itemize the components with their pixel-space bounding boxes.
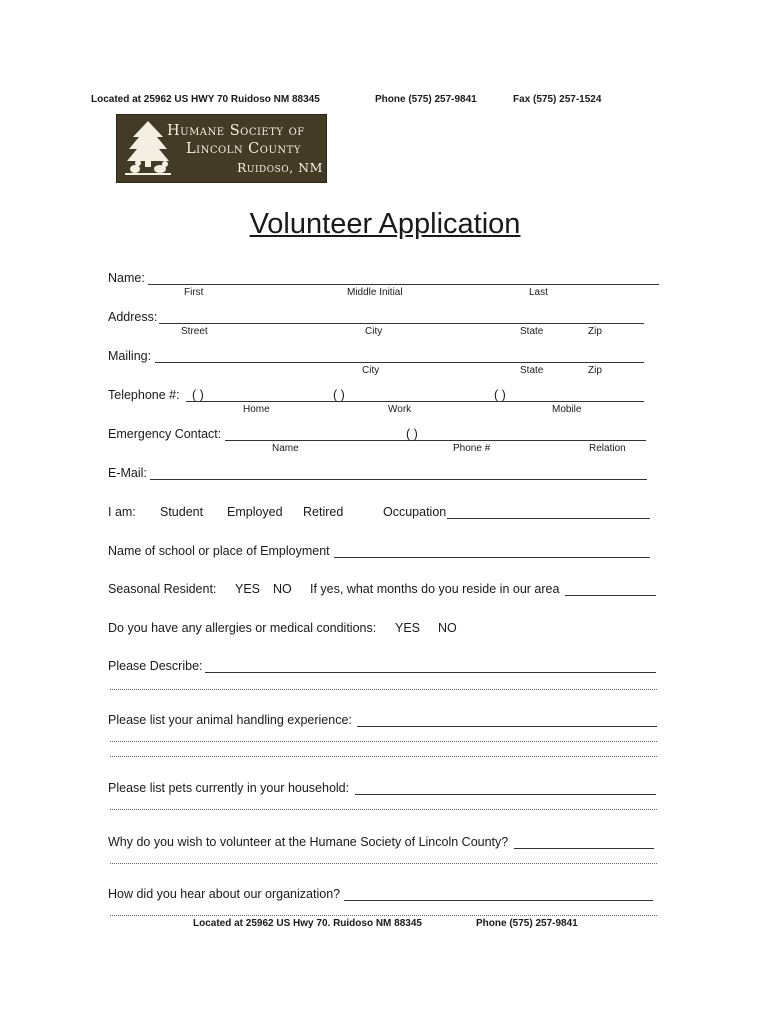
experience-field-line-2[interactable] bbox=[110, 741, 657, 742]
how-heard-field-line-2[interactable] bbox=[110, 915, 657, 916]
why-volunteer-label: Why do you wish to volunteer at the Humane Society of Lincoln County? bbox=[108, 835, 509, 849]
how-heard-field[interactable] bbox=[344, 900, 653, 901]
telephone-field[interactable] bbox=[186, 401, 644, 402]
address-zip-caption: Zip bbox=[588, 326, 602, 337]
why-volunteer-field[interactable] bbox=[514, 848, 654, 849]
emergency-area-code[interactable]: ( ) bbox=[406, 427, 418, 441]
how-heard-label: How did you hear about our organization? bbox=[108, 887, 341, 901]
humane-society-logo bbox=[116, 114, 327, 183]
address-field[interactable] bbox=[159, 323, 644, 324]
email-label: E-Mail: bbox=[108, 466, 147, 480]
allergies-label: Do you have any allergies or medical conditions: bbox=[108, 621, 377, 635]
work-area-code[interactable]: ( ) bbox=[333, 388, 345, 402]
name-middle-caption: Middle Initial bbox=[347, 287, 403, 298]
telephone-label: Telephone #: bbox=[108, 388, 180, 402]
header-phone: Phone (575) 257-9841 bbox=[375, 94, 477, 105]
mailing-label: Mailing: bbox=[108, 349, 152, 363]
allergies-yes-option[interactable]: YES bbox=[395, 621, 421, 635]
iam-employed-option[interactable]: Employed bbox=[227, 505, 283, 519]
mailing-zip-caption: Zip bbox=[588, 365, 602, 376]
school-employment-field[interactable] bbox=[334, 557, 650, 558]
telephone-work-caption: Work bbox=[388, 404, 412, 415]
mobile-area-code[interactable]: ( ) bbox=[494, 388, 506, 402]
occupation-label: Occupation bbox=[383, 505, 447, 519]
emergency-contact-label: Emergency Contact: bbox=[108, 427, 222, 441]
header-address: Located at 25962 US HWY 70 Ruidoso NM 88345 bbox=[91, 94, 320, 105]
why-volunteer-field-line-2[interactable] bbox=[110, 863, 657, 864]
telephone-mobile-caption: Mobile bbox=[552, 404, 582, 415]
describe-field[interactable] bbox=[205, 672, 656, 673]
email-field[interactable] bbox=[150, 479, 647, 480]
home-area-code[interactable]: ( ) bbox=[192, 388, 204, 402]
experience-field-line-3[interactable] bbox=[110, 756, 657, 757]
name-first-caption: First bbox=[184, 287, 204, 298]
allergies-no-option[interactable]: NO bbox=[438, 621, 457, 635]
tree-animals-icon bbox=[123, 119, 173, 177]
occupation-field[interactable] bbox=[447, 518, 650, 519]
pets-field-line-2[interactable] bbox=[110, 809, 657, 810]
telephone-home-caption: Home bbox=[243, 404, 270, 415]
iam-label: I am: bbox=[108, 505, 136, 519]
mailing-state-caption: State bbox=[520, 365, 544, 376]
seasonal-resident-label: Seasonal Resident: bbox=[108, 582, 217, 596]
seasonal-months-field[interactable] bbox=[565, 595, 656, 596]
seasonal-yes-option[interactable]: YES bbox=[235, 582, 261, 596]
describe-label: Please Describe: bbox=[108, 659, 203, 673]
emergency-relation-caption: Relation bbox=[589, 443, 626, 454]
header-fax: Fax (575) 257-1524 bbox=[513, 94, 602, 105]
experience-label: Please list your animal handling experience: bbox=[108, 713, 352, 727]
address-city-caption: City bbox=[365, 326, 383, 337]
iam-retired-option[interactable]: Retired bbox=[303, 505, 344, 519]
seasonal-months-question: If yes, what months do you reside in our area bbox=[310, 582, 560, 596]
emergency-phone-caption: Phone # bbox=[453, 443, 491, 454]
pets-label: Please list pets currently in your household: bbox=[108, 781, 350, 795]
footer-address: Located at 25962 US Hwy 70. Ruidoso NM 88345 bbox=[193, 918, 422, 929]
pets-field[interactable] bbox=[355, 794, 656, 795]
name-label: Name: bbox=[108, 271, 145, 285]
emergency-contact-field[interactable] bbox=[225, 440, 646, 441]
address-street-caption: Street bbox=[181, 326, 208, 337]
name-last-caption: Last bbox=[529, 287, 548, 298]
logo-line-3: Ruidoso, NM bbox=[237, 160, 323, 175]
address-state-caption: State bbox=[520, 326, 544, 337]
seasonal-no-option[interactable]: NO bbox=[273, 582, 292, 596]
school-employment-label: Name of school or place of Employment bbox=[108, 544, 330, 558]
address-label: Address: bbox=[108, 310, 158, 324]
iam-student-option[interactable]: Student bbox=[160, 505, 204, 519]
logo-line-2: Lincoln County bbox=[186, 141, 301, 157]
logo-line-1: Humane Society of bbox=[167, 123, 305, 139]
mailing-field[interactable] bbox=[155, 362, 644, 363]
mailing-city-caption: City bbox=[362, 365, 380, 376]
footer-phone: Phone (575) 257-9841 bbox=[476, 918, 578, 929]
name-field[interactable] bbox=[148, 284, 659, 285]
describe-field-line-2[interactable] bbox=[110, 689, 657, 690]
emergency-name-caption: Name bbox=[272, 443, 299, 454]
page-title: Volunteer Application bbox=[249, 208, 521, 240]
experience-field[interactable] bbox=[357, 726, 657, 727]
